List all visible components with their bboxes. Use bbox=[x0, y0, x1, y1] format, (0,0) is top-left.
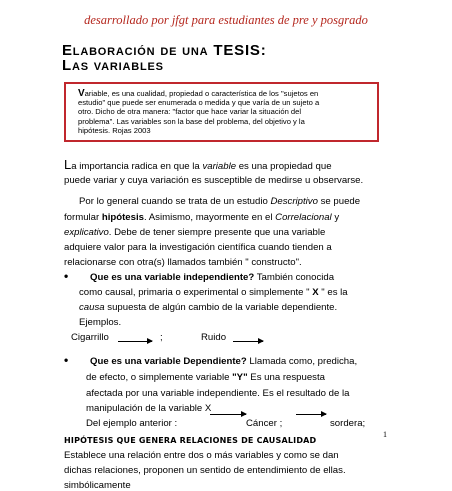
hyp-line-3 bbox=[64, 227, 325, 238]
intro-italic: variable bbox=[202, 161, 237, 172]
hyp-line-5: relacionarse con otra(s) llamados también " constructo". bbox=[64, 257, 302, 268]
example-separator: ; bbox=[160, 332, 163, 343]
dep-line-3: afectada por una variable independiente. Es el resultado de la bbox=[86, 388, 350, 399]
example-effect-1: Cáncer ; bbox=[246, 418, 283, 429]
hyp-bold: hipótesis bbox=[101, 212, 144, 223]
hyp-line-2 bbox=[64, 212, 339, 223]
hyp-text: . Asimismo, mayormente en el bbox=[143, 212, 276, 223]
bullet-icon: • bbox=[64, 353, 69, 367]
arrow-icon bbox=[233, 341, 263, 342]
indep-line-4: Ejemplos. bbox=[79, 317, 122, 328]
hyp-line-1 bbox=[79, 196, 360, 207]
intro-line-2: puede variar y cuya variación es susceptible de medirse u observarse. bbox=[64, 175, 364, 186]
dep-line-2 bbox=[86, 372, 325, 383]
document-subtitle: Las variables bbox=[62, 57, 164, 74]
dep-line-4: manipulación de la variable X bbox=[86, 403, 212, 414]
hyp-line-4: adquiere valor para la investigación científica cuando tienden a bbox=[64, 242, 332, 253]
intro-line-1 bbox=[64, 157, 332, 172]
intro-text: es una propiedad que bbox=[236, 161, 332, 172]
definition-line: estudio" que puede ser enumerada o medida y que varía de un sujeto a bbox=[78, 98, 320, 108]
page-number: 1 bbox=[383, 430, 387, 439]
definition-line: otro. Dicho de otra manera: "factor que hace variar la situación del bbox=[78, 107, 302, 117]
arrow-icon bbox=[118, 341, 152, 342]
causal-line-2: dichas relaciones, proponen un sentido de entendimiento de ellas. bbox=[64, 465, 346, 476]
definition-text: ariable, es una cualidad, propiedad o característica de los "sujetos en bbox=[84, 89, 319, 98]
definition-dropcap: V bbox=[78, 88, 85, 99]
dep-bold: "Y" bbox=[232, 372, 248, 383]
example-effect-2: sordera; bbox=[330, 418, 366, 429]
definition-line: hipótesis. Rojas 2003 bbox=[78, 125, 151, 135]
hyp-italic: explicativo bbox=[64, 227, 109, 238]
dep-question: Que es una variable Dependiente? bbox=[90, 356, 247, 367]
indep-line-2 bbox=[79, 287, 348, 298]
arrow-icon bbox=[210, 414, 246, 415]
document-title: Elaboración de una TESIS: bbox=[62, 42, 267, 59]
bullet-icon: • bbox=[64, 269, 69, 283]
indep-text: También conocida bbox=[254, 272, 335, 283]
page-header: desarrollado por jfgt para estudiantes de pre y posgrado bbox=[84, 13, 368, 27]
dep-line-1 bbox=[90, 356, 357, 367]
intro-dropcap: L bbox=[64, 157, 72, 172]
section-heading: HIPÓTESIS QUE GENERA RELACIONES DE CAUSALIDAD bbox=[64, 436, 317, 445]
indep-question: Que es una variable independiente? bbox=[90, 272, 255, 283]
definition-box bbox=[64, 82, 379, 142]
causal-line-1: Establece una relación entre dos o más variables y como se dan bbox=[64, 450, 339, 461]
indep-line-3 bbox=[79, 302, 337, 313]
example-cause-1: Cigarrillo bbox=[71, 332, 109, 343]
indep-line-1 bbox=[90, 272, 334, 283]
indep-text: como causal, primaria o experimental o simplemente " bbox=[79, 287, 313, 298]
dep-text: Llamada como, predicha, bbox=[246, 356, 358, 367]
hyp-text: se puede bbox=[317, 196, 361, 207]
example-cause-2: Ruido bbox=[201, 332, 227, 343]
indep-italic: causa bbox=[79, 302, 105, 313]
intro-text: a importancia radica en que la bbox=[71, 161, 203, 172]
definition-line bbox=[78, 89, 371, 98]
hyp-text: formular bbox=[64, 212, 102, 223]
definition-line: problema". Las variables son la base del problema, del objetivo y la bbox=[78, 116, 305, 126]
hyp-text: Por lo general cuando se trata de un estudio bbox=[79, 196, 271, 207]
dep-text: Es una respuesta bbox=[247, 372, 325, 383]
dep-text: de efecto, o simplemente variable bbox=[86, 372, 233, 383]
indep-text: " es la bbox=[318, 287, 348, 298]
hyp-text: . Debe de tener siempre presente que una variable bbox=[108, 227, 326, 238]
indep-text: supuesta de algún cambio de la variable dependiente. bbox=[104, 302, 338, 313]
hyp-italic: Descriptivo bbox=[270, 196, 318, 207]
arrow-icon bbox=[296, 414, 326, 415]
causal-line-3: simbólicamente bbox=[64, 480, 131, 491]
dep-example-label: Del ejemplo anterior : bbox=[86, 418, 178, 429]
indep-bold: X bbox=[312, 287, 319, 298]
hyp-italic: Correlacional bbox=[275, 212, 332, 223]
hyp-text: y bbox=[331, 212, 340, 223]
